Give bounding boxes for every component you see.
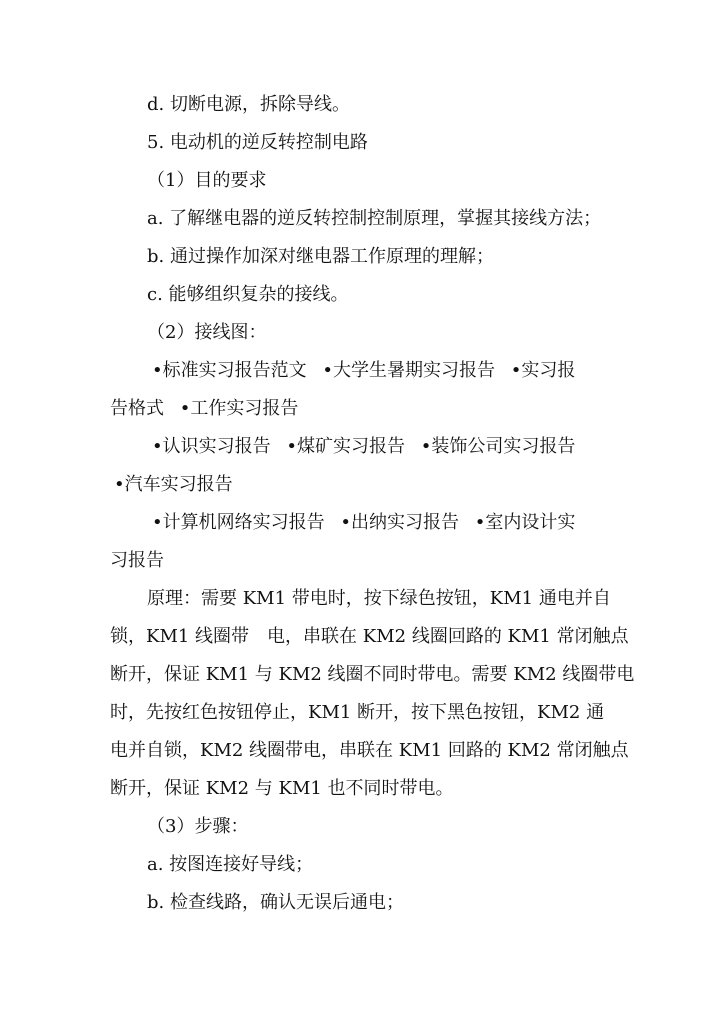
step-d-line: d. 切断电源，拆除导线。 [147, 94, 350, 115]
link-work-report[interactable]: •工作实习报告 [179, 398, 299, 419]
link-row-1-cont [110, 397, 298, 421]
link-report-format-cont[interactable]: 告格式 [110, 398, 164, 419]
principle-line-5: 电并自锁，KM2 线圈带电，串联在 KM1 回路的 KM2 常闭触点 [110, 740, 629, 761]
link-row-2 [152, 435, 575, 459]
link-coal-report[interactable]: •煤矿实习报告 [286, 436, 405, 457]
principle-line-4: 时，先按红色按钮停止，KM1 断开，按下黑色按钮，KM2 通 [110, 702, 605, 723]
link-auto-report[interactable]: •汽车实习报告 [114, 474, 233, 495]
step-a: a. 按图连接好导线； [147, 854, 314, 875]
principle-line-6: 断开，保证 KM2 与 KM1 也不同时带电。 [110, 778, 454, 799]
link-summer-report[interactable]: •大学生暑期实习报告 [322, 360, 495, 381]
objective-a: a. 了解继电器的逆反转控制控制原理，掌握其接线方法； [147, 208, 602, 229]
wiring-diagram-heading: （2）接线图： [147, 322, 267, 343]
link-decoration-report[interactable]: •装饰公司实习报告 [420, 436, 576, 457]
link-cognition-report[interactable]: •认识实习报告 [152, 436, 271, 457]
link-network-report[interactable]: •计算机网络实习报告 [152, 512, 325, 533]
principle-line-1: 原理：需要 KM1 带电时，按下绿色按钮，KM1 通电并自 [147, 588, 611, 609]
link-cashier-report[interactable]: •出纳实习报告 [340, 512, 459, 533]
objective-c: c. 能够组织复杂的接线。 [147, 284, 349, 305]
principle-line-2: 锁，KM1 线圈带 电，串联在 KM2 线圈回路的 KM1 常闭触点 [110, 626, 629, 647]
principle-line-3: 断开，保证 KM1 与 KM2 线圈不同时带电。需要 KM2 线圈带电 [110, 664, 635, 685]
steps-heading: （3）步骤： [147, 816, 249, 837]
link-standard-report[interactable]: •标准实习报告范文 [152, 360, 307, 381]
objective-heading: （1）目的要求 [147, 170, 267, 191]
objective-b: b. 通过操作加深对继电器工作原理的理解； [147, 246, 494, 267]
link-row-3-cont [110, 549, 164, 573]
section-5-heading: 5. 电动机的逆反转控制电路 [147, 132, 368, 153]
link-row-2-cont [114, 473, 233, 497]
link-row-3 [152, 511, 575, 535]
link-interior-report[interactable]: •室内设计实 [474, 512, 576, 533]
link-row-1 [152, 359, 575, 383]
step-b: b. 检查线路，确认无误后通电； [147, 892, 404, 913]
link-interior-report-cont[interactable]: 习报告 [110, 550, 164, 571]
link-report-format[interactable]: •实习报 [510, 360, 576, 381]
